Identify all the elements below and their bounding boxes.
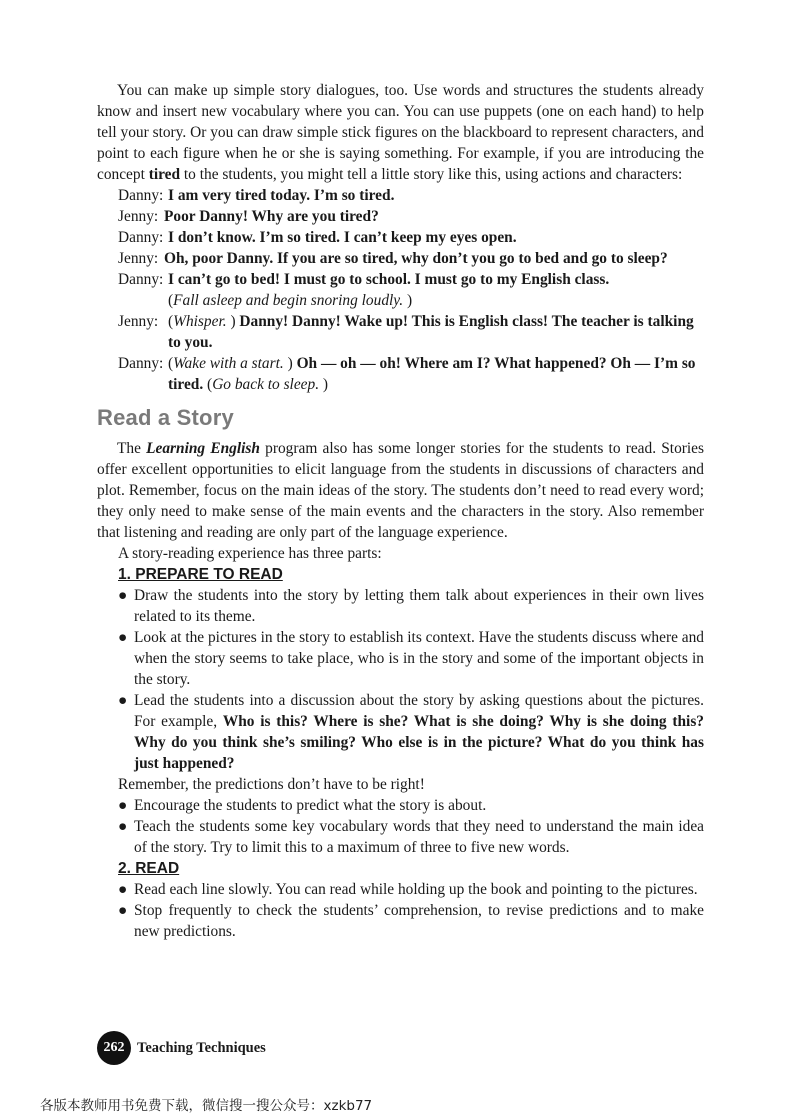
dialogue-line	[97, 353, 704, 395]
stage-close: )	[403, 292, 413, 309]
stage-close: )	[226, 313, 236, 330]
part1-heading: 1. PREPARE TO READ	[118, 566, 283, 583]
dialogue-utterance: I am very tired today. I’m so tired.	[168, 187, 395, 204]
section-heading: Read a Story	[97, 405, 234, 430]
part2-heading: 2. READ	[118, 860, 180, 877]
dialogue-utterance: Poor Danny! Why are you tired?	[164, 208, 379, 225]
example-questions: Who is this? Where is she? What is she doing? Why is she doing this? Why do you think she’s smiling? Who else is in the picture? What do you think has just happened?	[134, 713, 704, 772]
dialogue-utterance	[168, 269, 704, 311]
stage-direction: Fall asleep and begin snoring loudly.	[173, 292, 404, 309]
bullet-icon: ●	[118, 818, 128, 835]
dialogue-utterance	[168, 353, 704, 395]
dialogue-speaker: Danny:	[118, 355, 164, 372]
bullet-icon: ●	[118, 902, 128, 919]
bullet-text: Teach the students some key vocabulary words that they need to understand the main idea of the story. Try to limit this to a maximum of three to five new words.	[134, 818, 704, 856]
page-number-badge: 262	[97, 1031, 131, 1065]
remember-note: Remember, the predictions don’t have to be right!	[118, 776, 425, 793]
list-item	[97, 795, 704, 816]
stage-close: )	[283, 355, 293, 372]
dialogue-line	[97, 206, 704, 227]
list-item	[97, 816, 704, 858]
stage-open: (	[203, 376, 213, 393]
dialogue-speaker: Jenny:	[118, 250, 159, 267]
dialogue-utterance: I don’t know. I’m so tired. I can’t keep my eyes open.	[168, 229, 517, 246]
dialogue-text: I can’t go to bed! I must go to school. I must go to my English class.	[168, 271, 610, 288]
list-item	[97, 690, 704, 774]
bullet-icon: ●	[118, 881, 128, 898]
dialogue-speaker: Danny:	[118, 271, 164, 288]
intro-paragraph	[97, 80, 704, 185]
list-item	[97, 627, 704, 690]
dialogue-line	[97, 185, 704, 206]
page-footer	[97, 1031, 266, 1065]
stage-open: (	[168, 355, 174, 372]
list-item	[97, 879, 704, 900]
bullet-text	[134, 690, 704, 774]
dialogue-speaker: Danny:	[118, 187, 164, 204]
dialogue-line	[97, 227, 704, 248]
footer-title: Teaching Techniques	[137, 1039, 266, 1056]
program-name: Learning English	[146, 440, 260, 457]
intro-text-a: You can make up simple story dialogues, too. Use words and structures the students already know and insert new vocabulary where you can. You can use puppets (one on each hand) to help tell your story. Or you can draw simple stick figures on the blackboard to represent characters, and point to each figure when he or she is saying something. For example, if you are introducing the concept	[97, 82, 704, 183]
stage-open: (	[168, 292, 174, 309]
watermark-text: 各版本教师用书免费下载，微信搜一搜公众号：xzkb77	[40, 1098, 373, 1114]
section-paragraph	[97, 438, 704, 543]
bullet-text: Draw the students into the story by letting them talk about experiences in their own lives related to its theme.	[134, 587, 704, 625]
page-body	[97, 80, 704, 942]
dialogue-speaker: Jenny:	[118, 313, 159, 330]
bullet-icon: ●	[118, 587, 128, 604]
bullet-text: Stop frequently to check the students’ comprehension, to revise predictions and to make new predictions.	[134, 902, 704, 940]
bullet-icon: ●	[118, 797, 128, 814]
intro-keyword: tired	[148, 166, 181, 183]
section-text-a: The	[117, 440, 147, 457]
list-item	[97, 900, 704, 942]
dialogue-line	[97, 269, 704, 311]
intro-text-b: to the students, you might tell a little story like this, using actions and characters:	[180, 166, 683, 183]
dialogue-line	[97, 248, 704, 269]
list-item	[97, 585, 704, 627]
stage-direction: Go back to sleep.	[212, 376, 320, 393]
bullet-text-a: Lead the students into a discussion about the story by asking questions about the pictures. For example,	[134, 692, 704, 730]
stage-direction: Whisper.	[173, 313, 227, 330]
dialogue-utterance: Oh, poor Danny. If you are so tired, why don’t you go to bed and go to sleep?	[164, 250, 668, 267]
dialogue-line	[97, 311, 704, 353]
bullet-icon: ●	[118, 692, 128, 709]
bullet-icon: ●	[118, 629, 128, 646]
dialogue-text: Danny! Danny! Wake up! This is English class! The teacher is talking to you.	[168, 313, 694, 351]
dialogue-text: Oh — oh — oh! Where am I? What happened? Oh — I’m so tired.	[168, 355, 696, 393]
dialogue-utterance	[168, 311, 704, 353]
dialogue-speaker: Jenny:	[118, 208, 159, 225]
section-text-b: program also has some longer stories for the students to read. Stories offer excellent opportunities to elicit language from the students in discussions of characters and plot. Remember, focus on the main ideas of the story. The students don’t need to read every word; they only need to make sense of the main events and the characters in the story. Also remember that listening and reading are only part of the language experience.	[97, 440, 704, 541]
stage-open: (	[168, 313, 174, 330]
stage-close: )	[319, 376, 329, 393]
stage-direction: Wake with a start.	[173, 355, 284, 372]
dialogue-speaker: Danny:	[118, 229, 164, 246]
bullet-text: Look at the pictures in the story to establish its context. Have the students discuss where and when the story seems to take place, who is in the story and some of the important objects in the story.	[134, 629, 704, 688]
bullet-text: Encourage the students to predict what the story is about.	[134, 797, 487, 814]
parts-intro: A story-reading experience has three parts:	[118, 545, 382, 562]
bullet-text: Read each line slowly. You can read while holding up the book and pointing to the pictures.	[134, 881, 698, 898]
